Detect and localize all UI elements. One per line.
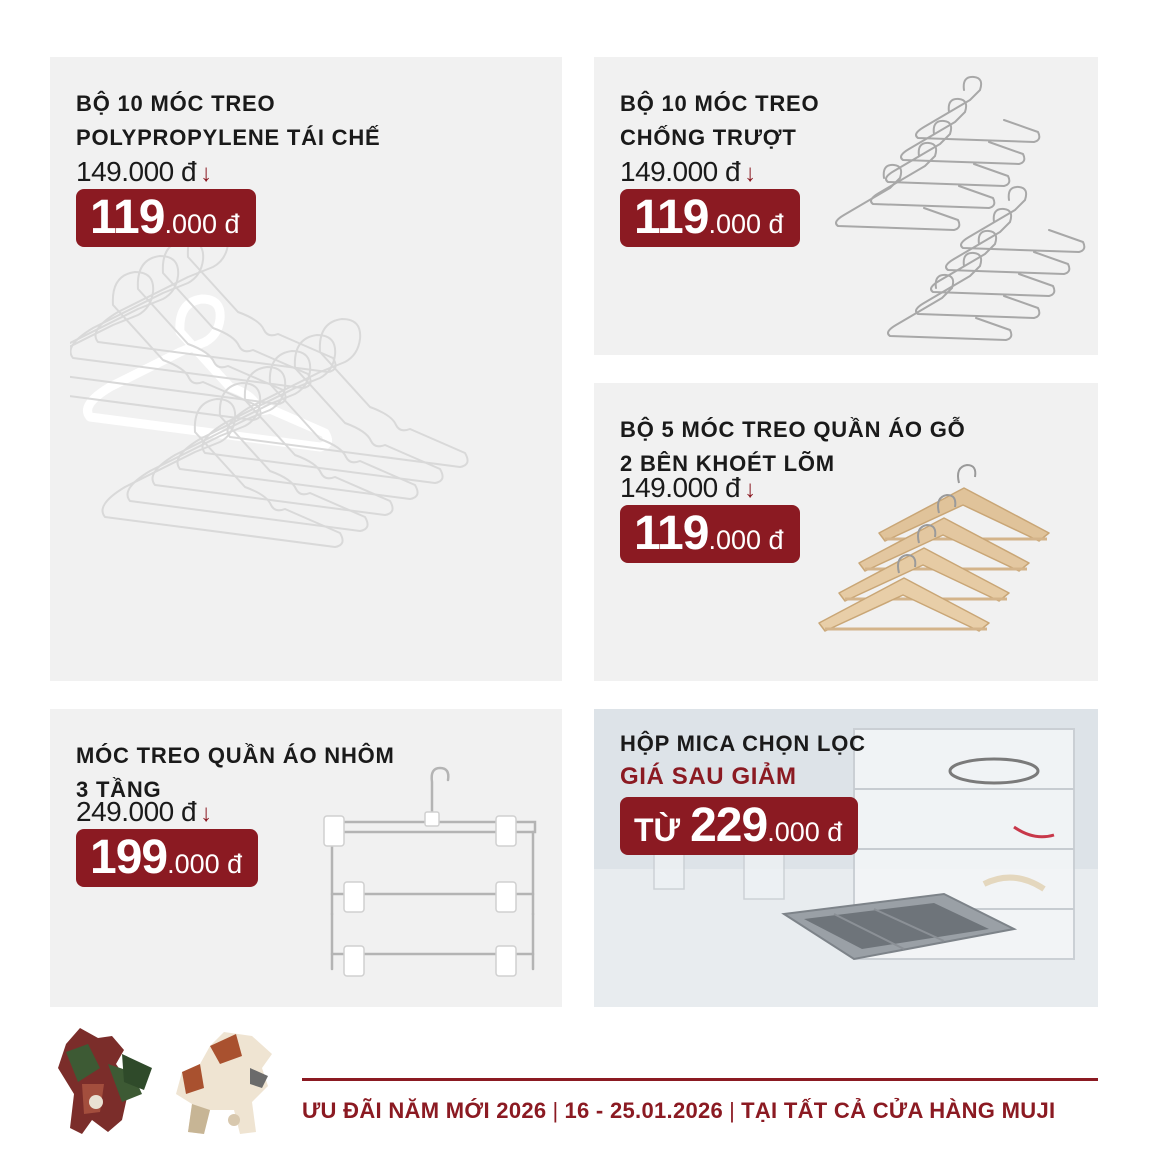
product-title — [620, 413, 966, 481]
old-price-value: 149.000 đ — [620, 156, 741, 187]
promo-dates: 16 - 25.01.2026 — [564, 1098, 724, 1123]
product-card-aluminium-hanger[interactable] — [50, 709, 562, 1007]
title-line-2: 2 BÊN KHOÉT LÕM — [620, 451, 835, 476]
sale-price-main: 119 — [634, 191, 709, 244]
title-line-1: MÓC TREO QUẦN ÁO NHÔM — [76, 743, 395, 768]
sale-price-suffix: .000 đ — [767, 817, 843, 847]
sale-price-badge — [76, 829, 258, 887]
product-card-recycled-hangers[interactable] — [50, 57, 562, 681]
old-price — [620, 473, 756, 505]
old-price-value: 149.000 đ — [620, 472, 741, 503]
sale-price-main: 119 — [90, 191, 165, 244]
product-card-wooden-hangers[interactable] — [594, 383, 1098, 681]
title-line-2: POLYPROPYLENE TÁI CHẾ — [76, 125, 381, 150]
product-title — [620, 87, 819, 155]
sale-price-badge — [620, 189, 800, 247]
title-line-1: BỘ 10 MÓC TREO — [76, 91, 276, 116]
sale-price-suffix: .000 đ — [167, 849, 243, 879]
sale-price-badge — [620, 505, 800, 563]
sale-price-suffix: .000 đ — [164, 209, 240, 239]
white-plastic-hangers-image — [70, 237, 550, 657]
promo-location: TẠI TẤT CẢ CỬA HÀNG MUJI — [741, 1098, 1056, 1123]
product-card-acrylic-boxes[interactable] — [594, 709, 1098, 1007]
sale-price-main: 119 — [634, 507, 709, 560]
footer-divider — [302, 1078, 1098, 1081]
down-arrow-icon: ↓ — [200, 160, 212, 187]
old-price — [76, 797, 212, 829]
product-card-non-slip-hangers[interactable] — [594, 57, 1098, 355]
sale-price-badge — [76, 189, 256, 247]
down-arrow-icon: ↓ — [744, 160, 756, 187]
title-line-1: HỘP MICA CHỌN LỌC — [620, 731, 866, 756]
old-price-value: 249.000 đ — [76, 796, 197, 827]
down-arrow-icon: ↓ — [200, 800, 212, 827]
sale-price-badge — [620, 797, 858, 855]
promo-footer — [302, 1098, 1055, 1124]
price-prefix: TỪ — [634, 812, 681, 848]
old-price — [620, 157, 756, 189]
title-line-2: 3 TẦNG — [76, 777, 162, 802]
down-arrow-icon: ↓ — [744, 476, 756, 503]
product-title — [620, 727, 866, 761]
sale-price-suffix: .000 đ — [708, 525, 784, 555]
price-after-discount-label: GIÁ SAU GIẢM — [620, 763, 797, 790]
sale-price-main: 229 — [690, 799, 768, 852]
promo-title: ƯU ĐÃI NĂM MỚI 2026 — [302, 1098, 547, 1123]
title-line-1: BỘ 10 MÓC TREO — [620, 91, 820, 116]
old-price — [76, 157, 212, 189]
separator: | — [729, 1098, 736, 1123]
product-title — [76, 87, 381, 155]
title-line-2: CHỐNG TRƯỢT — [620, 125, 797, 150]
title-line-1: BỘ 5 MÓC TREO QUẦN ÁO GỖ — [620, 417, 966, 442]
horse-mascot-illustration — [52, 1024, 292, 1140]
wooden-hangers-image — [789, 463, 1089, 663]
old-price-value: 149.000 đ — [76, 156, 197, 187]
non-slip-hangers-image — [824, 72, 1094, 342]
sale-price-main: 199 — [90, 831, 168, 884]
sale-price-suffix: .000 đ — [708, 209, 784, 239]
separator: | — [552, 1098, 559, 1123]
